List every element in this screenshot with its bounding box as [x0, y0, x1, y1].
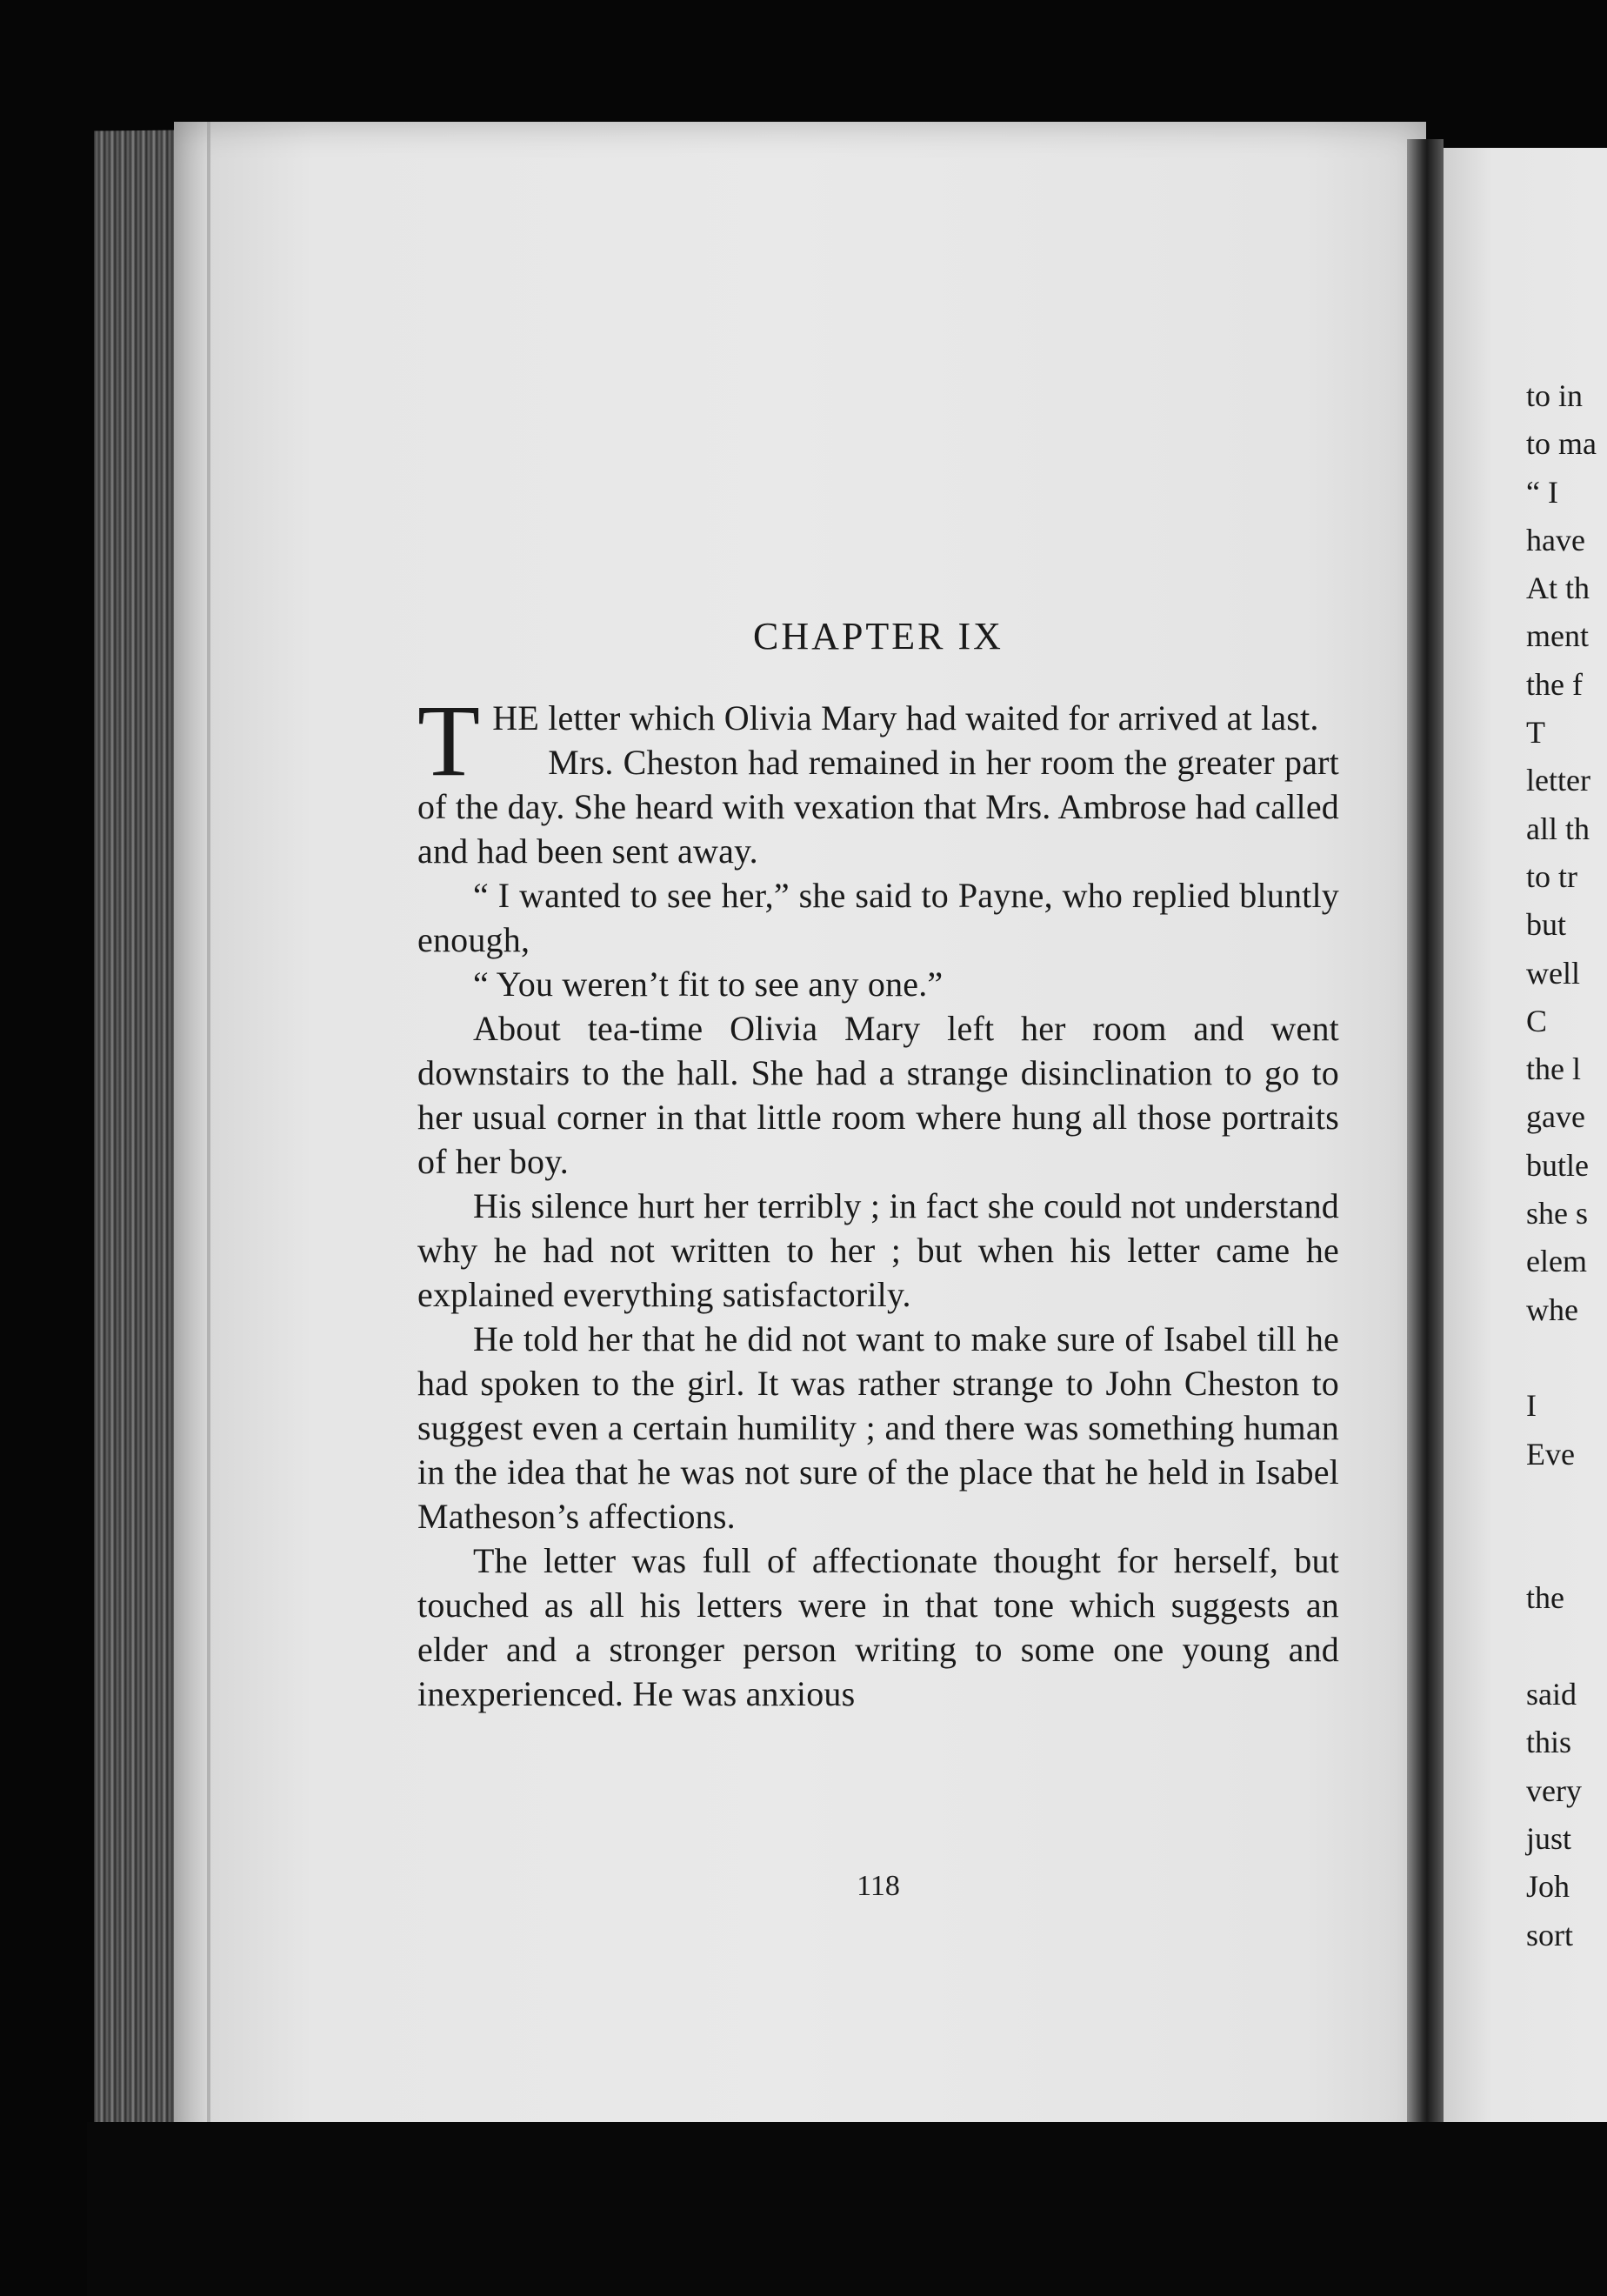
right-line: whe: [1526, 1292, 1578, 1327]
right-line: letter: [1526, 763, 1590, 798]
paragraph-2: Mrs. Cheston had remained in her room the greater part of the day. She heard with vexation that Mrs. Ambrose had called and had been sent away.: [417, 743, 1339, 871]
background-shadow: [87, 2122, 1607, 2296]
right-line: to in: [1526, 378, 1584, 413]
right-line: but: [1526, 907, 1567, 943]
right-line: C: [1526, 1003, 1548, 1038]
right-line: said: [1526, 1677, 1577, 1712]
paragraph-5: About tea-time Olivia Mary left her room and went downstairs to the hall. She had a strange disinclination to go to her usual corner in that little room where hung all those portraits of her boy.: [417, 1009, 1339, 1181]
paragraph-1: [417, 684, 1339, 798]
right-line: this: [1526, 1725, 1572, 1760]
drop-cap: T: [417, 684, 481, 798]
paragraph-6: His silence hurt her terribly ; in fact she could not understand why he had not written to her ; but when his letter came he explained everything satisfactorily.: [417, 1186, 1339, 1314]
paragraph-7: He told her that he did not want to make sure of Isabel till he had spoken to the girl. It was rather strange to John Cheston to suggest even a certain humility ; and there was something human in the idea that he was not sure of the place that he held in Isabel Matheson’s affections.: [417, 1319, 1339, 1536]
chapter-title: CHAPTER IX: [753, 615, 1004, 657]
right-line: very: [1526, 1772, 1582, 1808]
right-line: just: [1526, 1820, 1572, 1856]
paragraph-text: HE letter which Olivia Mary had waited for arrived at last.: [492, 698, 1319, 738]
right-line: [1526, 1526, 1607, 1574]
right-line: she s: [1526, 1196, 1588, 1231]
right-line: Eve: [1526, 1436, 1575, 1472]
right-line: ment: [1526, 618, 1589, 654]
right-line: sort: [1526, 1917, 1573, 1952]
right-line: elem: [1526, 1244, 1587, 1279]
right-page-text: [1526, 372, 1607, 1959]
right-line: [1526, 1623, 1607, 1671]
right-line: to tr: [1526, 858, 1577, 894]
right-line: to ma: [1526, 426, 1597, 462]
right-line: I: [1526, 1388, 1537, 1424]
page-number: 118: [857, 1870, 900, 1902]
right-line: butle: [1526, 1147, 1589, 1183]
right-line: all th: [1526, 811, 1590, 846]
right-line: the: [1526, 1580, 1564, 1616]
right-line: Joh: [1526, 1869, 1570, 1905]
right-line: T: [1526, 715, 1545, 751]
paragraph-8: The letter was full of affectionate thought for herself, but touched as all his letters were in that tone which suggests an elder and a stronger person writing to some one young and inexperienced. He was anxious: [417, 1541, 1339, 1713]
right-line: [1526, 1478, 1607, 1526]
right-line: well: [1526, 955, 1580, 991]
paragraph-4: “ You weren’t fit to see any one.”: [473, 964, 944, 1004]
right-line: have: [1526, 522, 1585, 557]
right-line: At th: [1526, 571, 1590, 606]
right-line: the l: [1526, 1051, 1581, 1087]
body-text: [417, 684, 1339, 1716]
right-line: gave: [1526, 1099, 1585, 1135]
right-line: the f: [1526, 666, 1583, 702]
paragraph-3: “ I wanted to see her,” she said to Payne, who replied bluntly enough,: [417, 876, 1339, 959]
right-line: “ I: [1526, 474, 1558, 510]
right-line: [1526, 1334, 1607, 1382]
book-gutter: [1407, 139, 1444, 2166]
page-block-edges: [94, 130, 181, 2166]
